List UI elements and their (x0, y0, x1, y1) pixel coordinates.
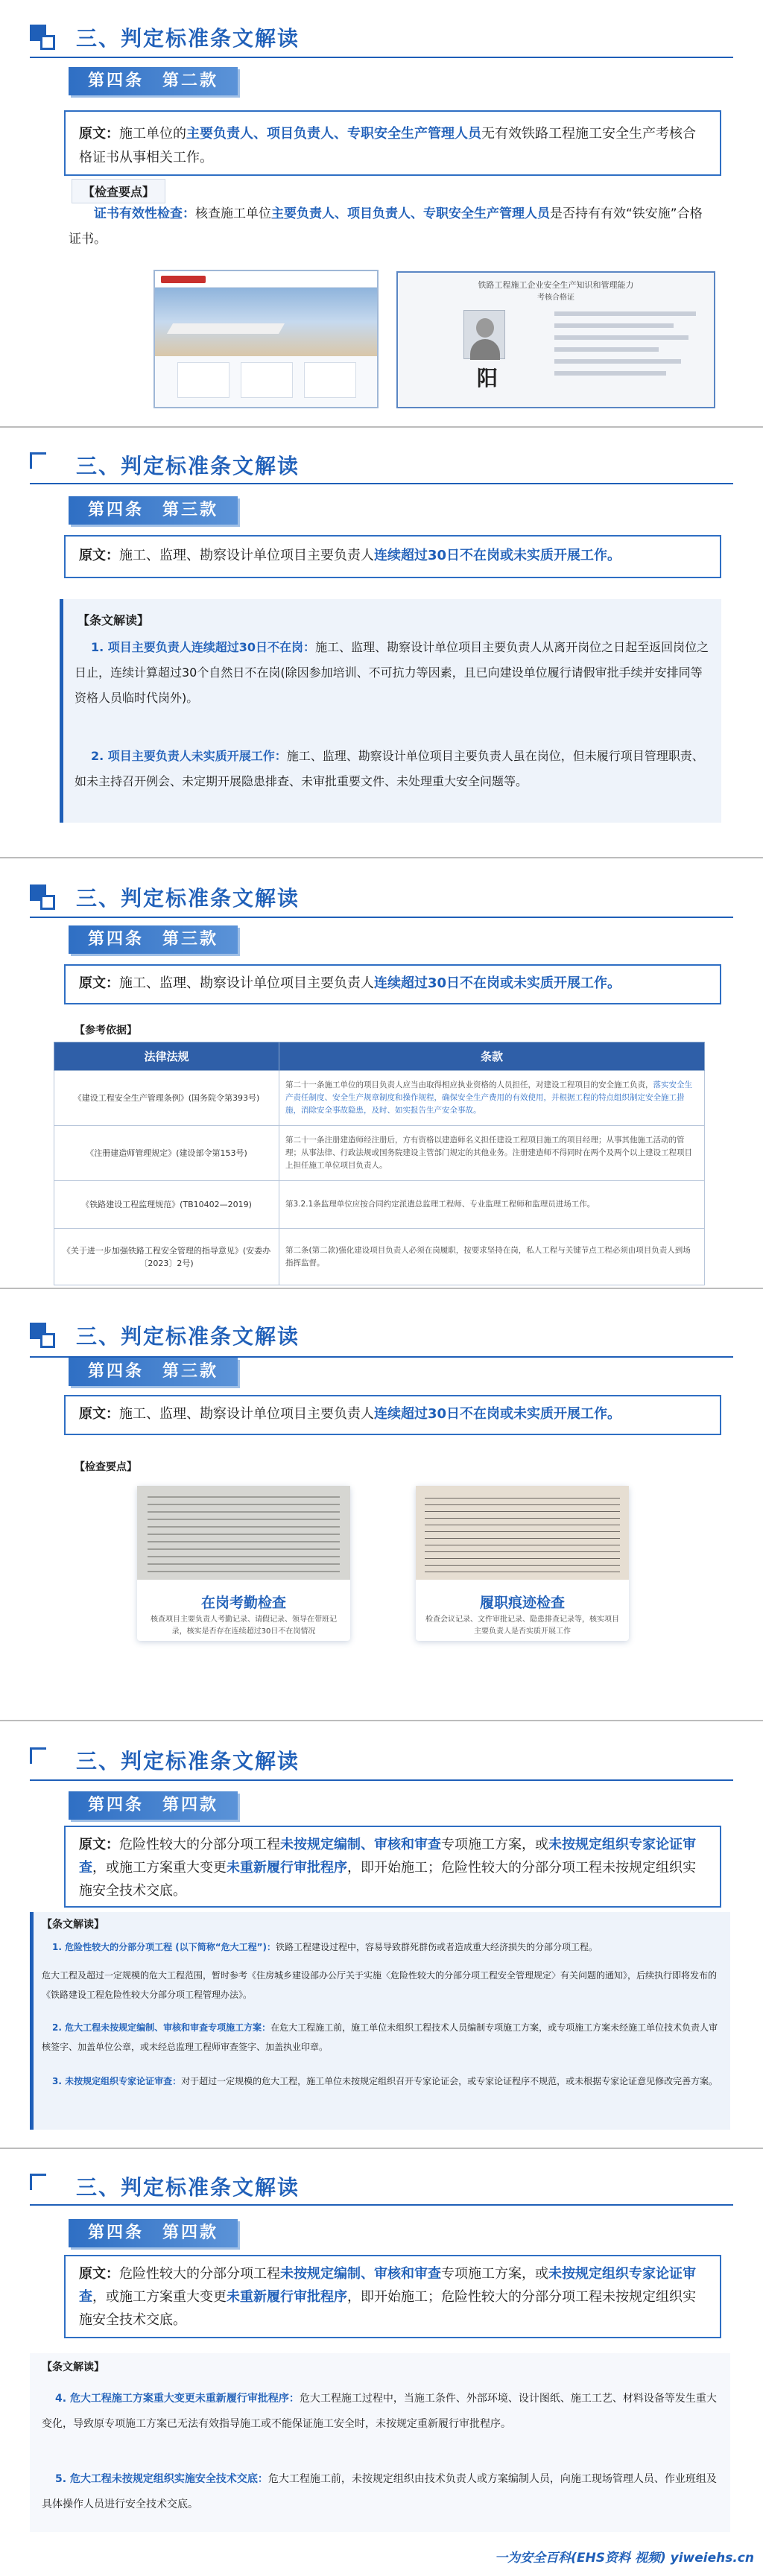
explanation-item-1b: 危大工程及超过一定规模的危大工程范围，暂时参考《住房城乡建设部办公厅关于实施〈危险性较大的分部分项工程安全管理规定〉有关问题的通知》，后续执行即将发布的《铁路建设工程危险性较大分部分项工程管理办法》。 (42, 1970, 718, 2000)
original-text-box (64, 1826, 721, 1908)
slide-3 (0, 860, 763, 1286)
card-title: 在岗考勤检查 (200, 1595, 286, 1611)
item-label: 5. 危大工程未按规定组织实施安全技术交底： (55, 2473, 268, 2485)
table-row (54, 1071, 705, 1126)
explanation-item-5 (42, 2466, 721, 2517)
explanation-item-2 (75, 744, 714, 794)
certificate-char: 阳 (476, 366, 498, 390)
certificate-title: 铁路工程施工企业安全生产知识和管理能力 (478, 280, 634, 290)
slide-title: 三、判定标准条文解读 (76, 886, 300, 911)
title-underline (30, 483, 733, 484)
original-text-box (64, 964, 721, 1004)
explanation-item-1 (75, 635, 714, 711)
law-name: 《注册建造师管理规定》(建设部令第153号) (54, 1126, 279, 1181)
original-highlight: 连续超过30日不在岗或未实质开展工作。 (374, 548, 621, 563)
card-description: 检查会议记录、文件审批记录、隐患排查记录等，核实项目主要负责人是否实质开展工作 (425, 1615, 619, 1636)
slide-title-row (30, 1745, 300, 1775)
original-lead: 原文： (79, 1837, 119, 1852)
slide-2 (0, 429, 763, 855)
clause-highlight: 落实安全生产责任制度、安全生产规章制度和操作规程，确保安全生产费用的有效使用，并根据工程的特点组织制定安全施工措施，消除安全事故隐患，及时、如实报告生产安全事故。 (285, 1080, 692, 1115)
avatar (463, 310, 505, 359)
clause-text: 第3.2.1条监理单位应按合同约定派遣总监理工程师、专业监理工程师和监理员进场工作。 (285, 1200, 595, 1209)
article-tag: 第四条 第二款 (69, 67, 238, 95)
original-highlight: 连续超过30日不在岗或未实质开展工作。 (374, 1406, 621, 1422)
original-highlight: 未按规定组织专家论证审查 (79, 1837, 696, 1876)
title-underline (30, 1779, 733, 1781)
original-text-part: 专项施工方案，或 (441, 1837, 548, 1852)
item-text: 施工、监理、勘察设计单位项目主要负责人虽在岗位，但未履行项目管理职责、如未主持召开例会、未定期开展隐患排查、未审批重要文件、未处理重大安全问题等。 (75, 749, 704, 788)
slide-separator (0, 1288, 763, 1289)
explanation-heading: 【条文解读】 (42, 2361, 104, 2373)
title-decoration-icon (30, 1747, 55, 1773)
title-decoration-icon (30, 25, 55, 50)
original-text-part: 施工单位的 (119, 126, 186, 142)
original-text-part: ，即开始施工；危险性较大的分部分项工程未按规定组织实施安全技术交底。 (79, 1860, 696, 1899)
original-text-part: 专项施工方案，或 (441, 2266, 548, 2282)
card-description: 核查项目主要负责人考勤记录、请假记录、领导在带班记录，核实是否存在连续超过30日不在岗情况 (151, 1615, 337, 1636)
explanation-heading: 【条文解读】 (77, 613, 150, 627)
original-lead: 原文： (79, 548, 119, 563)
check-label: 证书有效性检查： (94, 206, 195, 221)
table-row (54, 1229, 705, 1285)
original-highlight: 未重新履行审批程序 (227, 1860, 347, 1876)
law-name: 《关于进一步加强铁路工程安全管理的指导意见》(安委办〔2023〕2号) (54, 1229, 279, 1285)
article-tag: 第四条 第三款 (69, 925, 238, 954)
explanation-item-2 (42, 2018, 721, 2057)
title-decoration-icon (30, 2174, 55, 2199)
handwritten-record-image (416, 1486, 629, 1580)
title-decoration-icon (30, 1323, 55, 1348)
original-text-box (64, 1395, 721, 1435)
explanation-item-4 (42, 2386, 721, 2437)
slide-4 (0, 1291, 763, 1717)
card-title: 履职痕迹检查 (479, 1595, 565, 1611)
slide-separator (0, 1720, 763, 1721)
item-label: 2. 项目主要负责人未实质开展工作： (91, 749, 287, 763)
original-highlight: 未按规定编制、审核和审查 (280, 2266, 441, 2282)
slide-title: 三、判定标准条文解读 (76, 1324, 300, 1349)
check-text: 核查施工单位 (195, 206, 271, 221)
verification-website-image (153, 270, 379, 408)
original-text-box (64, 110, 721, 176)
original-text-part: ，或施工方案重大变更 (92, 1860, 227, 1876)
slide-1 (0, 0, 763, 423)
law-name: 《建设工程安全生产管理条例》(国务院令第393号) (54, 1071, 279, 1126)
table-row (54, 1126, 705, 1181)
original-text-part: 施工、监理、勘察设计单位项目主要负责人 (119, 975, 374, 991)
table-row (54, 1181, 705, 1229)
title-underline (30, 57, 733, 58)
explanation-item-3 (42, 2072, 721, 2091)
slide-5 (0, 1723, 763, 2146)
slide-title: 三、判定标准条文解读 (76, 2175, 300, 2200)
item-label: 1. 项目主要负责人连续超过30日不在岗： (91, 640, 316, 654)
original-text-part: ，或施工方案重大变更 (92, 2289, 227, 2305)
attendance-check-card (137, 1486, 350, 1641)
title-underline (30, 917, 733, 918)
original-text-part: 危险性较大的分部分项工程 (119, 2266, 280, 2282)
clause-cell (279, 1229, 705, 1285)
original-highlight: 未按规定编制、审核和审查 (280, 1837, 441, 1852)
original-highlight: 未重新履行审批程序 (227, 2289, 347, 2305)
duty-trace-check-card (416, 1486, 629, 1641)
table-header-clause: 条款 (279, 1042, 705, 1071)
item-label: 4. 危大工程施工方案重大变更未重新履行审批程序： (55, 2393, 300, 2405)
clause-cell (279, 1181, 705, 1229)
original-text-box (64, 535, 721, 578)
slide-6 (0, 2151, 763, 2576)
clause-cell (279, 1126, 705, 1181)
original-highlight: 主要负责人、项目负责人、专职安全生产管理人员 (186, 126, 481, 142)
explanation-heading: 【条文解读】 (42, 1919, 104, 1931)
original-highlight: 未按规定组织专家论证审查 (79, 2266, 696, 2305)
footer-watermark: 一为安全百科(EHS资料 视频) yiweiehs.cn (495, 2551, 754, 2566)
original-lead: 原文： (79, 2266, 119, 2282)
check-highlight: 主要负责人、项目负责人、专职安全生产管理人员 (271, 206, 550, 221)
item-label: 2. 危大工程未按规定编制、审核和审查专项施工方案： (52, 2022, 271, 2033)
explanation-item-1 (42, 1937, 721, 1957)
item-text: 对于超过一定规模的危大工程，施工单位未按规定组织召开专家论证会，或专家论证程序不规范，或未根据专家论证意见修改完善方案。 (181, 2076, 718, 2086)
slide-separator (0, 857, 763, 858)
original-lead: 原文： (79, 1406, 119, 1422)
slide-separator (0, 2148, 763, 2149)
original-text-part: 施工、监理、勘察设计单位项目主要负责人 (119, 1406, 374, 1422)
check-points-heading: 【检查要点】 (75, 1461, 137, 1473)
item-text: 在危大工程施工前，施工单位未组织工程技术人员编制专项施工方案，或专项施工方案未经施工单位技术负责人审核签字、加盖单位公章，或未经总监理工程师审查签字、加盖执业印章。 (42, 2022, 718, 2052)
slide-title-row (30, 1320, 300, 1350)
article-tag: 第四条 第四款 (69, 2219, 238, 2247)
item-label: 1. 危险性较大的分部分项工程 (以下简称“危大工程”)： (52, 1942, 276, 1952)
slide-separator (0, 426, 763, 428)
slide-title-row (30, 882, 300, 912)
slide-title-row (30, 2171, 300, 2201)
item-text: 铁路工程建设过程中，容易导致群死群伤或者造成重大经济损失的分部分项工程。 (276, 1942, 598, 1952)
original-text-box (64, 2255, 721, 2338)
title-decoration-icon (30, 884, 55, 910)
slide-title-row (30, 22, 300, 52)
item-text: 危大工程施工前，未按规定组织由技术负责人或方案编制人员，向施工现场管理人员、作业班组及具体操作人员进行安全技术交底。 (42, 2473, 717, 2510)
slide-title-row (30, 450, 300, 480)
item-text: 施工、监理、勘察设计单位项目主要负责人从离开岗位之日起至返回岗位之日止，连续计算超过30个自然日不在岗(除因参加培训、不可抗力等因素，且已向建设单位履行请假审批手续并安排同等资格人员临时代岗外)。 (75, 640, 709, 705)
slide-title: 三、判定标准条文解读 (76, 26, 300, 51)
table-header-law: 法律法规 (54, 1042, 279, 1071)
certificate-image (396, 271, 715, 408)
check-paragraph (69, 201, 703, 252)
original-highlight: 连续超过30日不在岗或未实质开展工作。 (374, 975, 621, 991)
article-tag: 第四条 第四款 (69, 1791, 238, 1820)
clause-text: 第二条(第二款)强化建设项目负责人必须在岗履职，按要求坚持在岗，私人工程与关键节点工程必须由项目负责人到场指挥监督。 (285, 1245, 691, 1268)
item-text: 危大工程施工过程中，当施工条件、外部环境、设计图纸、施工工艺、材料设备等发生重大变化，导致原专项施工方案已无法有效指导施工或不能保证施工安全时，未按规定重新履行审批程序。 (42, 2393, 717, 2430)
clause-text: 第二十一条注册建造师经注册后，方有资格以建造师名义担任建设工程项目施工的项目经理；从事其他施工活动的管理；从事法律、行政法规或国务院建设主管部门规定的其他业务。注册建造师不得同时在两个及两个以上建设工程项目上担任施工单位项目负责人。 (285, 1136, 692, 1170)
original-text-part: 危险性较大的分部分项工程 (119, 1837, 280, 1852)
original-text-part: ，即开始施工；危险性较大的分部分项工程未按规定组织实施安全技术交底。 (79, 2289, 696, 2328)
original-text-part: 无有效铁路工程施工安全生产考核合格证书从事相关工作。 (79, 126, 696, 165)
law-name: 《铁路建设工程监理规范》(TB10402—2019) (54, 1181, 279, 1229)
attendance-record-image (137, 1486, 350, 1580)
slide-title: 三、判定标准条文解读 (76, 454, 300, 478)
title-decoration-icon (30, 452, 55, 478)
original-lead: 原文： (79, 126, 119, 142)
reference-table (54, 1042, 705, 1285)
clause-text: 第二十一条施工单位的项目负责人应当由取得相应执业资格的人员担任，对建设工程项目的安全施工负责， (285, 1080, 653, 1089)
article-tag: 第四条 第三款 (69, 496, 238, 525)
item-label: 3. 未按规定组织专家论证审查： (52, 2076, 182, 2086)
check-points-heading: 【检查要点】 (72, 179, 165, 203)
certificate-subtitle: 考核合格证 (537, 294, 574, 302)
title-underline (30, 2204, 733, 2206)
reference-heading: 【参考依据】 (75, 1025, 137, 1037)
check-text: 是否持有有效“铁安施”合格证书。 (69, 206, 703, 247)
original-lead: 原文： (79, 975, 119, 991)
article-tag: 第四条 第三款 (69, 1358, 238, 1386)
original-text-part: 施工、监理、勘察设计单位项目主要负责人 (119, 548, 374, 563)
slide-title: 三、判定标准条文解读 (76, 1749, 300, 1773)
clause-cell (279, 1071, 705, 1126)
